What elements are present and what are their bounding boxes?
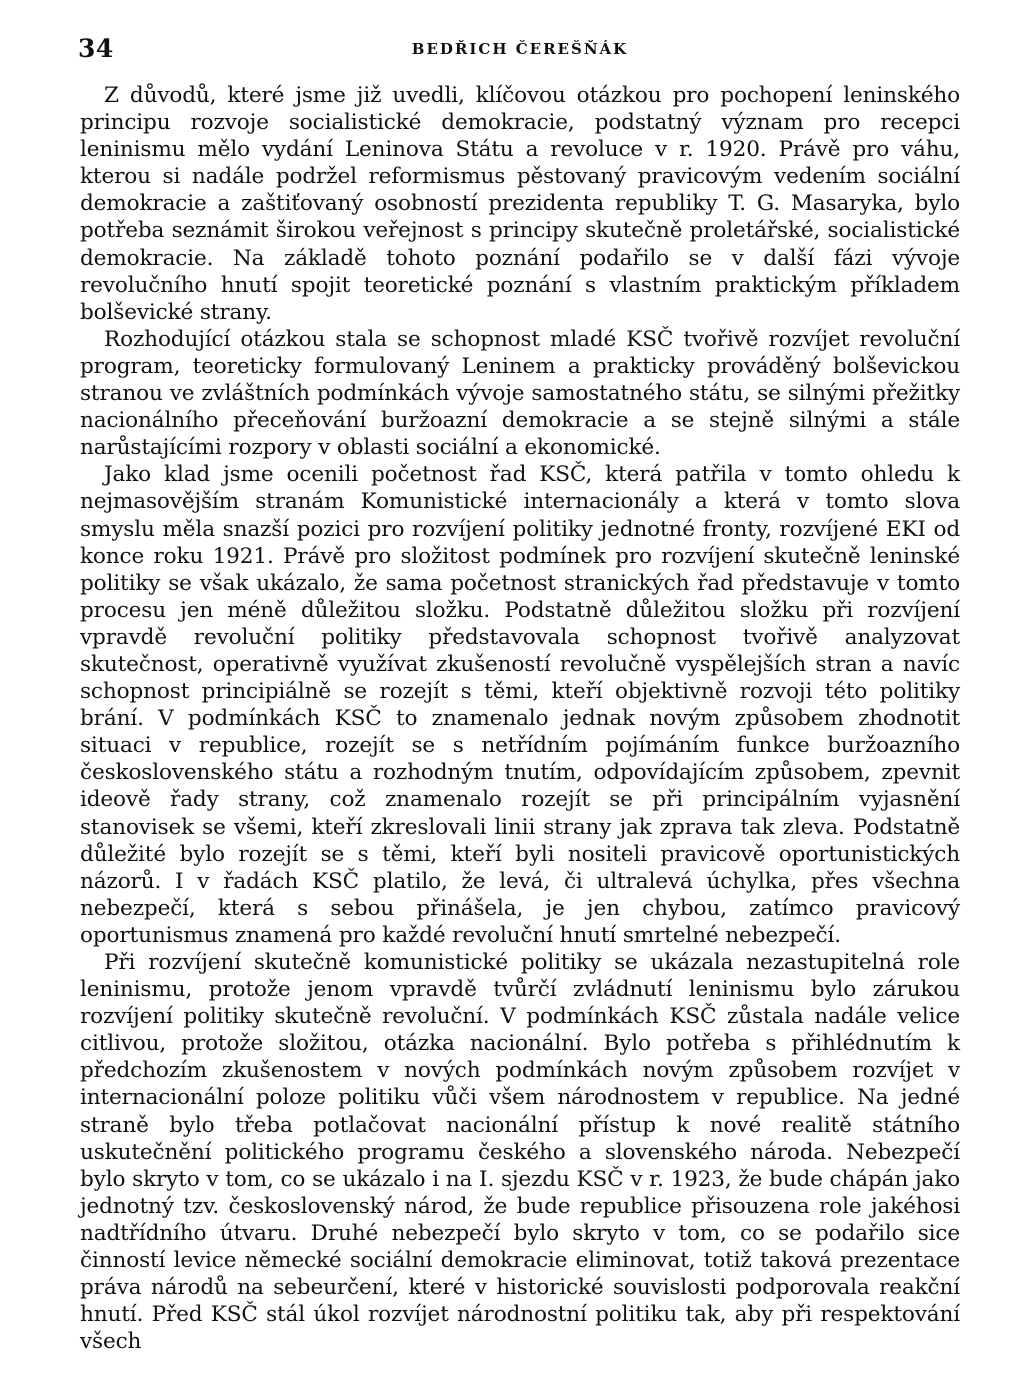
paragraph-1: Z důvodů, které jsme již uvedli, klíčovou otázkou pro pochopení leninského principu rozvoje socialistické demokracie, podstatný význam pro recepci leninismu mělo vydání Leninova Státu a revoluce v r. 1920. Právě pro váhu, kterou si nadále podržel reformismus pěstovaný pravicovým vedením sociální demokracie a zaštiťovaný osobností prezidenta republiky T. G. Masaryka, bylo potřeba seznámit širokou veřejnost s principy skutečně proletářské, socialistické demokracie. Na základě tohoto poznání podařilo se v další fázi vývoje revolučního hnutí spojit teoretické poznání s vlastním praktickým příkladem bolševické strany. [80,83,960,325]
paragraph-4: Při rozvíjení skutečně komunistické politiky se ukázala nezastupitelná role leninismu, protože jenom vpravdě tvůrčí zvládnutí leninismu bylo zárukou rozvíjení politiky skutečně revoluční. V podmínkách KSČ zůstala nadále velice citlivou, protože složitou, otázka nacionální. Bylo potřeba s přihlédnutím k předchozím zkušenostem v nových podmínkách novým způsobem rozvíjet v internacionální poloze politiku vůči všem národnostem v republice. Na jedné straně bylo třeba potlačovat nacionální přístup k nové realitě státního uskutečnění politického programu českého a slovenského národa. Nebezpečí bylo skryto v tom, co se ukázalo i na I. sjezdu KSČ v r. 1923, že bude chápán jako jednotný tzv. československý národ, že bude republice přisouzena role jakéhosi nadtřídního útvaru. Druhé nebezpečí bylo skryto v tom, co se podařilo sice činností levice německé sociální demokracie eliminovat, totiž taková prezentace práva národů na sebeurčení, které v historické souvislosti podporovala reakční hnutí. Před KSČ stál úkol rozvíjet národnostní politiku tak, aby při respektování všech [80,950,960,1355]
page-number: 34 [78,34,114,63]
running-header-author: BEDŘICH ČEREŠŇÁK [411,40,629,58]
paragraph-2: Rozhodující otázkou stala se schopnost mladé KSČ tvořivě rozvíjet revoluční program, teoreticky formulovaný Leninem a prakticky prováděný bolševickou stranou ve zvláštních podmínkách vývoje samostatného státu, se silnými přežitky nacionálního přeceňování buržoazní demokracie a se stejně silnými a stále narůstajícími rozpory v oblasti sociální a ekonomické. [80,326,960,461]
paragraph-3: Jako klad jsme ocenili početnost řad KSČ, která patřila v tomto ohledu k nejmasovějším stranám Komunistické internacionály a která v tomto slova smyslu měla snazší pozici pro rozvíjení politiky jednotné fronty, rozvíjené EKI od konce roku 1921. Právě pro složitost podmínek pro rozvíjení skutečně leninské politiky se však ukázalo, že sama početnost stranických řad představuje v tomto procesu jen méně důležitou složku. Podstatně důležitou složku při rozvíjení vpravdě revoluční politiky představovala schopnost tvořivě analyzovat skutečnost, operativně využívat zkušeností revolučně vyspělejších stran a navíc schopnost principiálně se rozejít s těmi, kteří objektivně rozvoji této politiky brání. V podmínkách KSČ to znamenalo jednak novým způsobem zhodnotit situaci v republice, rozejít se s netřídním pojímáním funkce buržoazního československého státu a rozhodným tnutím, odpovídajícím způsobem, zpevnit ideově řady strany, což znamenalo rozejít se při principálním vyjasnění stanovisek se všemi, kteří zkreslovali linii strany jak zprava tak zleva. Podstatně důležité bylo rozejít se s těmi, kteří byli nositeli pravicově oportunistických názorů. I v řadách KSČ platilo, že levá, či ultralevá úchylka, přes všechna nebezpečí, která s sebou přinášela, je jen chybou, zatímco pravicový oportunismus znamená pro každé revoluční hnutí smrtelné nebezpečí. [80,462,960,948]
running-header [80,28,960,68]
body-text [80,82,960,1355]
